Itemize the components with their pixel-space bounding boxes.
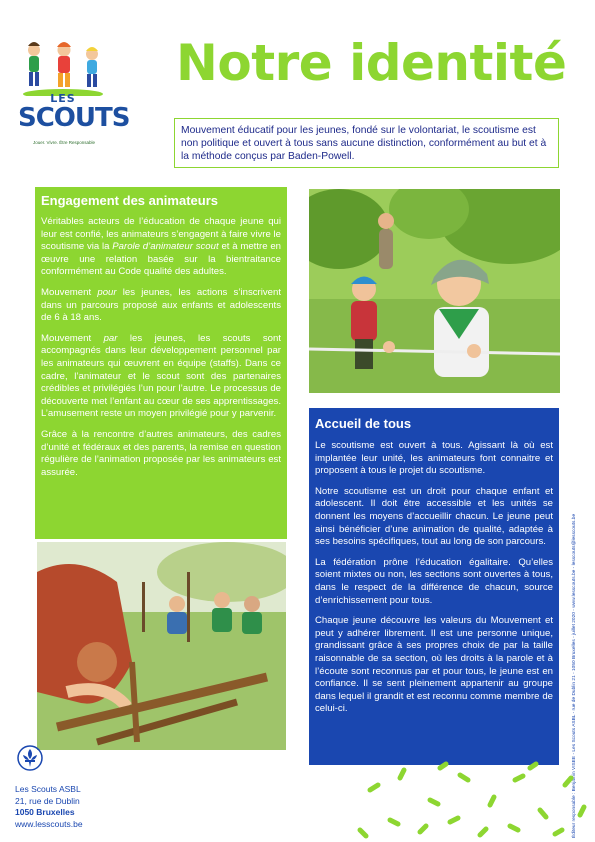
engagement-paragraph-4: Grâce à la rencontre d’autres animateurs, des cadres d’unité et fédéraux et des parents, la remise en question régulière de l’animation proposée par les animateurs est assurée. xyxy=(41,428,281,478)
logo-scouts: SCOUTS xyxy=(18,103,130,133)
intro-text: Mouvement éducatif pour les jeunes, fondé sur le volontariat, le scoutisme est non politique et ouvert à tous sans aucune distinction, conformément au but et à la méthode conçus par Baden-Powell. xyxy=(174,118,559,168)
engagement-heading: Engagement des animateurs xyxy=(41,193,218,208)
logo-tagline: Jouer. Vivre. Être Responsable xyxy=(33,140,95,145)
photo-tug-of-war xyxy=(309,189,560,393)
engagement-paragraph-2: Mouvement pour les jeunes, les actions s’inscrivent dans un parcours proposé aux enfants et adolescents de 6 à 18 ans. xyxy=(41,286,281,324)
fleur-de-lis-icon xyxy=(17,745,43,771)
address-website[interactable]: www.lesscouts.be xyxy=(15,818,83,829)
decorative-confetti xyxy=(300,760,595,842)
page-title: Notre identité xyxy=(176,34,567,92)
accueil-paragraph-2: Notre scoutisme est un droit pour chaque enfant et adolescent. Il doit être accessible et les unités se donnent les moyens d’accueillir chacun. Le jeune peut ainsi bénéficier d’une animation de qualité, adaptée à ses besoins spécifiques, tout au long de son parcours. xyxy=(315,485,553,548)
accueil-paragraph-3: La fédération prône l’éducation égalitaire. Qu’elles soient mixtes ou non, les sections sont ouvertes à tous, dans le respect de la différence de chacun, source d’enrichissement pour tous. xyxy=(315,556,553,606)
scouts-logo xyxy=(18,40,130,152)
engagement-paragraph-3: Mouvement par les jeunes, les scouts sont accompagnés dans leur développement personnel par les animateurs qui œuvrent en équipe (staffs). Dans ce cadre, l’animateur et le scout sont des partenaires crédibles et privilégiés l’un pour l’autre. Le processus de découverte met l’enfant au cœur de ses apprentissages. L’amusement reste un moyen privilégié pour y parvenir. xyxy=(41,332,281,420)
publisher-side-text: Éditeur responsable : Benjamin VISEE - Les Scouts ASBL - rue de Dublin 21 - 1050 Bruxelles - juillet 2020 - www.lesscouts.be - lesscouts@lesscouts.be xyxy=(572,513,577,838)
accueil-section xyxy=(309,408,559,765)
address-org: Les Scouts ASBL xyxy=(15,784,81,794)
photo-building-sticks xyxy=(37,542,286,750)
logo-les: LES xyxy=(50,92,76,105)
accueil-paragraph-1: Le scoutisme est ouvert à tous. Agissant là où est implantée leur unité, les animateurs font connaitre et proposent à tous le projet du scoutisme. xyxy=(315,440,553,477)
scouts-logo-figures-icon xyxy=(20,40,106,96)
address-block xyxy=(15,784,83,830)
accueil-paragraph-4: Chaque jeune découvre les valeurs du Mouvement et peut y adhérer librement. Il est une personne unique, grandissant grâce à ses propres choix de par la taille raisonnable de sa section, où les droits à la parole et à l’écoute sont reconnus par et pour tous, le jeune est en confiance. Il se sent pleinement appartenir au groupe dans lequel il grandit et est reconnu comme membre de celui-ci. xyxy=(315,615,553,715)
engagement-paragraph-1: Véritables acteurs de l’éducation de chaque jeune qui leur est confié, les animateurs s’engagent à faire vivre le scoutisme via la Parole d’animateur scout et à mettre en œuvre une relation basée sur la bientraitance conformément au Code qualité des adultes. xyxy=(41,216,282,278)
address-city: 1050 Bruxelles xyxy=(15,807,75,817)
logo-wordmark xyxy=(18,92,130,133)
accueil-heading: Accueil de tous xyxy=(315,416,412,431)
engagement-section xyxy=(35,187,287,539)
address-street: 21, rue de Dublin xyxy=(15,795,80,806)
